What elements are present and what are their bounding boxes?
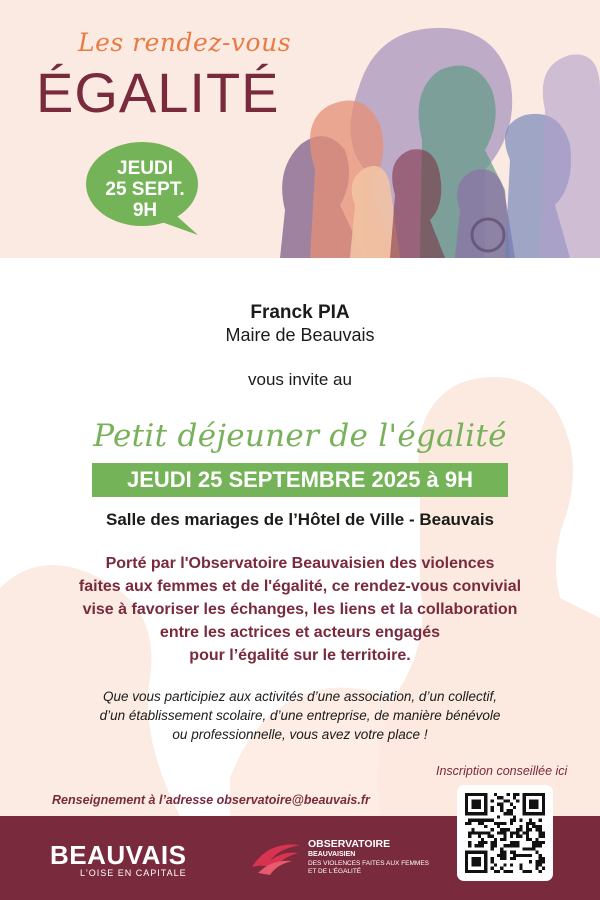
bubble-line-date: 25 SEPT. — [105, 179, 185, 200]
registration-qr-code[interactable] — [457, 785, 553, 881]
invite-text: vous invite au — [248, 370, 352, 389]
observatoire-subtitle-line2: DES VIOLENCES FAITES AUX FEMMES — [308, 860, 430, 867]
event-description — [0, 552, 600, 667]
bubble-line-hour: 9H — [132, 200, 158, 221]
observatoire-title: OBSERVATOIRE — [308, 838, 391, 850]
mayor-title: Maire de Beauvais — [225, 325, 375, 345]
contact-info[interactable]: Renseignement à l’adresse observatoire@beauvais.fr — [52, 793, 370, 807]
bubble-text — [86, 158, 204, 221]
description-line: faites aux femmes et de l'égalité, ce rendez-vous convivial — [78, 578, 522, 595]
observatoire-subtitle-line3: ET DE L'ÉGALITÉ — [308, 868, 362, 875]
participation-paragraph — [0, 687, 600, 744]
invitation-content — [0, 258, 600, 816]
date-speech-bubble — [86, 140, 204, 235]
participation-line: d’un établissement scolaire, d’une entreprise, de manière bénévole — [99, 708, 501, 723]
description-line: entre les actrices et acteurs engagés — [159, 624, 441, 641]
description-line: vise à favoriser les échanges, les liens et la collaboration — [82, 601, 518, 618]
qr-code-icon — [465, 793, 545, 873]
description-line: pour l’égalité sur le territoire. — [189, 647, 411, 664]
beauvais-tagline: L'OISE EN CAPITALE — [80, 868, 187, 878]
observatoire-logo-icon — [248, 837, 304, 879]
mayor-name: Franck PIA — [250, 302, 350, 323]
beauvais-logo: BEAUVAIS — [50, 840, 187, 870]
event-venue: Salle des mariages de l’Hôtel de Ville - Beauvais — [105, 510, 495, 529]
observatoire-subtitle: BEAUVAISIEN — [308, 851, 356, 858]
header-banner — [0, 0, 600, 258]
event-name: Petit déjeuner de l'égalité — [93, 418, 507, 454]
participation-line: Que vous participiez aux activités d’une association, d’un collectif, — [103, 689, 497, 704]
participation-line: ou professionnelle, vous avez votre place ! — [172, 727, 428, 742]
inscription-note: Inscription conseillée ici — [436, 764, 568, 778]
description-line: Porté par l'Observatoire Beauvaisien des violences — [105, 555, 495, 572]
event-date-banner: JEUDI 25 SEPTEMBRE 2025 à 9H — [92, 463, 508, 497]
header-script-title: Les rendez-vous — [78, 28, 292, 57]
bubble-line-day: JEUDI — [117, 158, 173, 179]
header-main-title: ÉGALITÉ — [36, 61, 280, 124]
silhouettes-illustration — [270, 20, 600, 258]
